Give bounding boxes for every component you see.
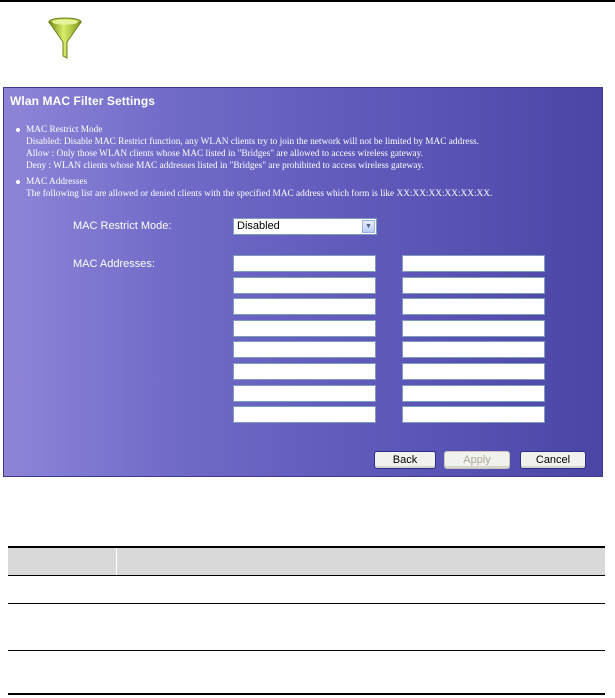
mac-address-input[interactable] — [402, 363, 545, 380]
restrict-allow-text: Allow : Only those WLAN clients whose MAC listed in "Bridges" are allowed to access wireless gateway. — [26, 149, 423, 159]
mac-address-input[interactable] — [233, 385, 376, 402]
mac-restrict-mode-label: MAC Restrict Mode: — [73, 220, 172, 232]
mac-address-input[interactable] — [402, 320, 545, 337]
mac-address-input[interactable] — [402, 298, 545, 315]
table-header-divider — [116, 548, 117, 575]
mac-addresses-heading: MAC Addresses — [16, 176, 87, 188]
table-row-divider — [8, 650, 605, 651]
mac-addresses-label: MAC Addresses: — [73, 258, 155, 270]
mac-address-input[interactable] — [402, 277, 545, 294]
panel-title: Wlan MAC Filter Settings — [10, 94, 156, 108]
funnel-icon — [47, 16, 83, 60]
mac-address-input[interactable] — [402, 406, 545, 423]
restrict-mode-heading: MAC Restrict Mode — [16, 124, 102, 136]
mac-address-input[interactable] — [233, 298, 376, 315]
apply-button[interactable]: Apply — [444, 451, 510, 469]
back-button[interactable]: Back — [374, 451, 436, 469]
cancel-button[interactable]: Cancel — [520, 451, 586, 469]
top-rule — [0, 0, 615, 2]
mac-address-input[interactable] — [233, 406, 376, 423]
mac-address-input[interactable] — [233, 320, 376, 337]
mac-restrict-mode-select[interactable] — [233, 218, 377, 235]
restrict-deny-text: Deny : WLAN clients whose MAC addresses listed in "Bridges" are prohibited to access wireless gateway. — [26, 161, 424, 171]
mac-address-input[interactable] — [402, 385, 545, 402]
mac-restrict-mode-value: Disabled — [237, 220, 280, 232]
table-row-divider — [8, 603, 605, 604]
table-bottom-rule — [8, 693, 605, 695]
mac-address-input[interactable] — [233, 277, 376, 294]
restrict-disabled-text: Disabled: Disable MAC Restrict function, any WLAN clients try to join the network will not be limited by MAC address. — [26, 137, 479, 147]
mac-address-input[interactable] — [233, 363, 376, 380]
chevron-down-icon[interactable]: ▼ — [362, 220, 375, 233]
mac-addresses-text: The following list are allowed or denied clients with the specified MAC address which form is like XX:XX:XX:XX:XX:XX. — [26, 189, 493, 199]
mac-address-input[interactable] — [233, 341, 376, 358]
mac-address-input[interactable] — [233, 255, 376, 272]
mac-address-input[interactable] — [402, 255, 545, 272]
mac-address-input[interactable] — [402, 341, 545, 358]
table-row-divider — [8, 575, 605, 576]
table-header-row — [8, 548, 605, 575]
mac-filter-panel — [3, 87, 603, 477]
